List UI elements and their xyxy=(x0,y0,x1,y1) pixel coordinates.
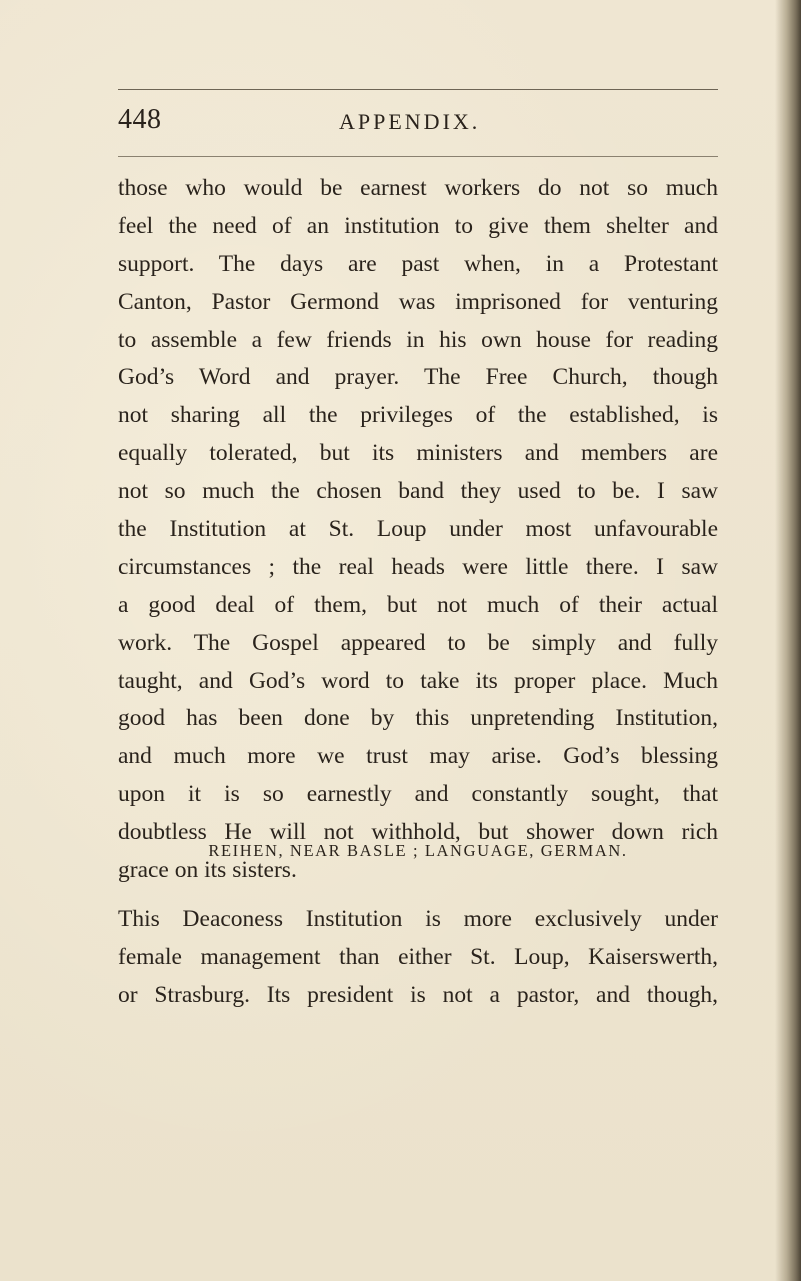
page-edge-shadow xyxy=(775,0,801,1281)
text-line: those who would be earnest workers do not so much xyxy=(118,175,718,201)
text-line: female management than either St. Loup, Kaiserswerth, xyxy=(118,943,718,970)
top-rule xyxy=(118,89,718,90)
text-line: good has been done by this unpretending Institution, xyxy=(118,705,718,732)
text-line: grace on its sisters. xyxy=(118,857,297,884)
text-line: Canton, Pastor Germond was imprisoned for venturing xyxy=(118,288,718,315)
text-line: circumstances ; the real heads were little there. I saw xyxy=(118,553,718,580)
text-line: the Institution at St. Loup under most unfavourable xyxy=(118,516,718,543)
text-line: to assemble a few friends in his own house for reading xyxy=(118,326,718,353)
text-line: feel the need of an institution to give them shelter and xyxy=(118,212,718,239)
header-rule xyxy=(118,156,718,157)
running-head: APPENDIX. xyxy=(339,109,481,134)
text-line: upon it is so earnestly and constantly sought, that xyxy=(118,781,718,808)
text-line: support. The days are past when, in a Protestant xyxy=(118,250,718,277)
text-line: This Deaconess Institution is more exclusively under xyxy=(118,906,718,932)
page-number: 448 xyxy=(118,104,162,135)
text-line: a good deal of them, but not much of their actual xyxy=(118,591,718,618)
paragraph-1 xyxy=(118,170,718,890)
text-line: equally tolerated, but its ministers and members are xyxy=(118,440,718,467)
section-heading: REIHEN, NEAR BASLE ; LANGUAGE, GERMAN. xyxy=(208,841,628,860)
text-line: taught, and God’s word to take its proper place. Much xyxy=(118,667,718,694)
text-line: and much more we trust may arise. God’s blessing xyxy=(118,743,718,770)
text-line: or Strasburg. Its president is not a pastor, and though, xyxy=(118,981,718,1008)
text-line: work. The Gospel appeared to be simply and fully xyxy=(118,629,718,656)
text-line: doubtless He will not withhold, but shower down rich xyxy=(118,819,718,846)
paragraph-2 xyxy=(118,901,718,1015)
text-line: not sharing all the privileges of the established, is xyxy=(118,402,718,429)
page-header xyxy=(118,100,718,140)
text-line: God’s Word and prayer. The Free Church, though xyxy=(118,364,718,391)
text-line: not so much the chosen band they used to be. I saw xyxy=(118,478,718,505)
